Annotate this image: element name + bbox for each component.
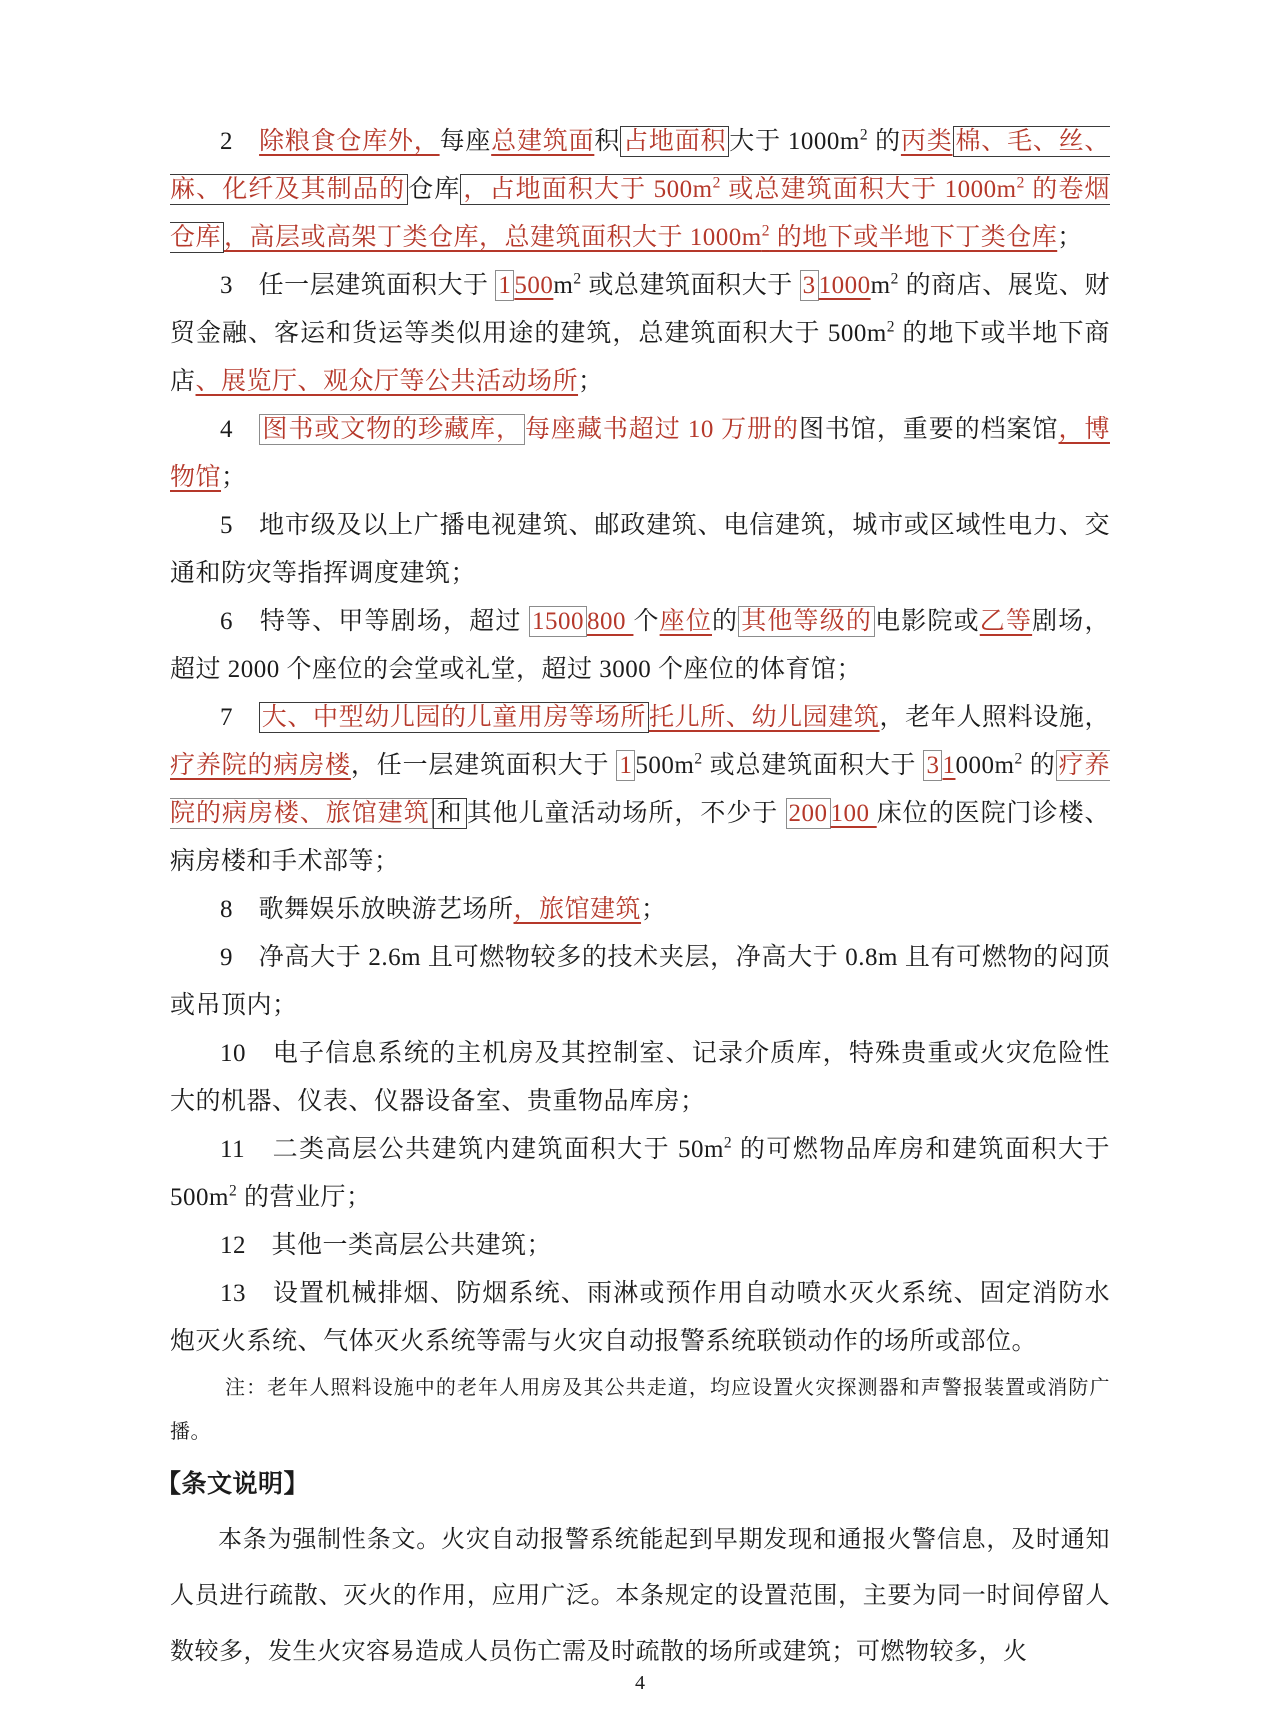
clause-item-2 (170, 118, 1110, 262)
document-body (156, 118, 1110, 1680)
text-run: 7 (220, 704, 259, 731)
text-run: 9 净高大于 2.6m 且可燃物较多的技术夹层，净高大于 0.8m 且有可燃物的闷顶或吊顶内； (170, 944, 1110, 1019)
text-run: 11 二类高层公共建筑内建筑面积大于 $50m^2$ 的可燃物品库房和建筑面积大于 $500m^2$ 的营业厅； (170, 1134, 1110, 1211)
text-run: 的 (712, 608, 739, 635)
text-run: ，高层或高架丁类仓库，总建筑面积大于 $1000m^2$ 的地下或半地下丁类仓库 (224, 222, 1058, 251)
text-run: $500m^2$ 或总建筑面积大于 (635, 750, 924, 779)
text-run: 1 (616, 750, 635, 781)
text-run: 13 设置机械排烟、防烟系统、雨淋或预作用自动喷水灭火系统、固定消防水炮灭火系统、气体灭火系统等需与火灾自动报警系统联锁动作的场所或部位。 (170, 1280, 1110, 1355)
text-run: ，老年人照料设施， (879, 704, 1110, 731)
explain-paragraph-1 (170, 1512, 1110, 1680)
text-run: 床位的医院门诊楼、病房楼和手术部等； (170, 800, 1110, 875)
text-run: ； (1057, 224, 1083, 251)
text-run: 5 地市级及以上广播电视建筑、邮政建筑、电信建筑，城市或区域性电力、交通和防灾等指挥调度建筑； (170, 512, 1110, 587)
text-run: ，博物馆 (170, 416, 1110, 491)
text-run: 500 (514, 272, 554, 299)
text-run: 本条为强制性条文。火灾自动报警系统能起到早期发现和通报火警信息，及时通知人员进行疏散、灭火的作用，应用广泛。本条规定的设置范围，主要为同一时间停留人数较多，发生火灾容易造成人员伤亡需及时疏散的场所或建筑；可燃物较多，火 (170, 1527, 1110, 1665)
text-run: ，旅馆建筑 (513, 896, 642, 923)
text-run: $000m^2$ 的 (955, 750, 1056, 779)
text-run: 图书或文物的珍藏库， (259, 414, 525, 445)
clause-item-8 (170, 886, 1110, 934)
text-run: 图书馆，重要的档案馆 (798, 416, 1059, 443)
clause-item-5 (170, 502, 1110, 598)
text-run: 座位 (659, 608, 712, 635)
clause-item-9 (170, 934, 1110, 1030)
text-run: 乙等 (979, 608, 1033, 635)
text-run: ； (221, 464, 247, 491)
clause-item-3 (170, 262, 1110, 406)
text-run: 其他儿童活动场所，不少于 (466, 800, 786, 827)
text-run: 总建筑面 (491, 128, 595, 155)
text-run: 电影院或 (875, 608, 980, 635)
text-run: 占地面积 (620, 126, 729, 157)
text-run: $m^2$ 的商店、展览、财贸金融、客运和货运等类似用途的建筑，总建筑面积大于 $500m^2$ 的地下或半地下商店 (170, 270, 1110, 395)
text-run: 托儿所、幼儿园建筑 (648, 704, 880, 731)
text-run: 和 (433, 798, 467, 829)
text-run: $m^2$ 或总建筑面积大于 (553, 270, 800, 299)
text-run: 每座 (439, 128, 492, 155)
text-run: ； (641, 896, 667, 923)
text-run: 疗养院的病房楼、旅馆建筑 (170, 752, 1110, 827)
text-run: 800 (587, 608, 634, 635)
text-run: 大于 $1000m^2$ 的 (729, 126, 901, 155)
text-run: 积 (594, 128, 621, 155)
clause-item-11 (170, 1126, 1110, 1222)
clause-item-12 (170, 1222, 1110, 1270)
text-run: 【条文说明】 (156, 1471, 310, 1498)
text-run: 2 (220, 128, 260, 155)
text-run: 其他等级的 (738, 606, 875, 637)
text-run: 棉、毛、丝、麻、化纤及其制品的 (170, 128, 1110, 203)
text-run: 个 (633, 608, 660, 635)
text-run: 每座藏书超过 10 万册的 (524, 416, 799, 443)
page-number: 4 (635, 1672, 645, 1694)
clause-item-10 (170, 1030, 1110, 1126)
text-run: 6 特等、甲等剧场，超过 (220, 608, 530, 635)
text-run: 4 (220, 416, 260, 443)
text-run: 200 (786, 798, 831, 829)
text-run: 1 (495, 270, 514, 301)
text-run: ； (578, 368, 604, 395)
text-run: 疗养院的病房楼 (170, 752, 351, 779)
text-run: 注：老年人照料设施中的老年人用房及其公共走道，均应设置火灾探测器和声警报装置或消防广播。 (170, 1377, 1110, 1443)
text-run: 1500 (529, 606, 587, 637)
text-run: 8 歌舞娱乐放映游艺场所 (220, 896, 514, 923)
clause-item-4 (170, 406, 1110, 502)
text-run: 3 (923, 750, 942, 781)
text-run: 3 任一层建筑面积大于 (220, 272, 496, 299)
clause-item-7 (170, 694, 1110, 886)
text-run: 10 电子信息系统的主机房及其控制室、记录介质库，特殊贵重或火灾危险性大的机器、仪表、仪器设备室、贵重物品库房； (170, 1040, 1110, 1115)
clause-item-6 (170, 598, 1110, 694)
text-run: 1000 (818, 272, 871, 299)
text-run: 仓库 (408, 176, 461, 203)
text-run: 3 (800, 270, 819, 301)
text-run: 丙类 (900, 128, 953, 155)
clause-item-13 (170, 1270, 1110, 1366)
text-run: 100 (830, 800, 877, 827)
text-run: 、展览厅、观众厅等公共活动场所 (195, 368, 579, 395)
text-run: 12 其他一类高层公共建筑； (220, 1232, 553, 1259)
text-run: ，任一层建筑面积大于 (350, 752, 617, 779)
text-run: 剧场，超过 2000 个座位的会堂或礼堂，超过 3000 个座位的体育馆； (170, 608, 1110, 683)
text-run: ，占地面积大于 $500m^2$ 或总建筑面积大于 $1000m^2$ 的卷烟仓库 (170, 174, 1110, 251)
text-run: 1 (942, 752, 956, 779)
text-run: 大、中型幼儿园的儿童用房等场所 (259, 702, 649, 733)
explain-heading (156, 1458, 1110, 1512)
clause-note (170, 1366, 1110, 1454)
text-run: 除粮食仓库外， (259, 128, 440, 155)
